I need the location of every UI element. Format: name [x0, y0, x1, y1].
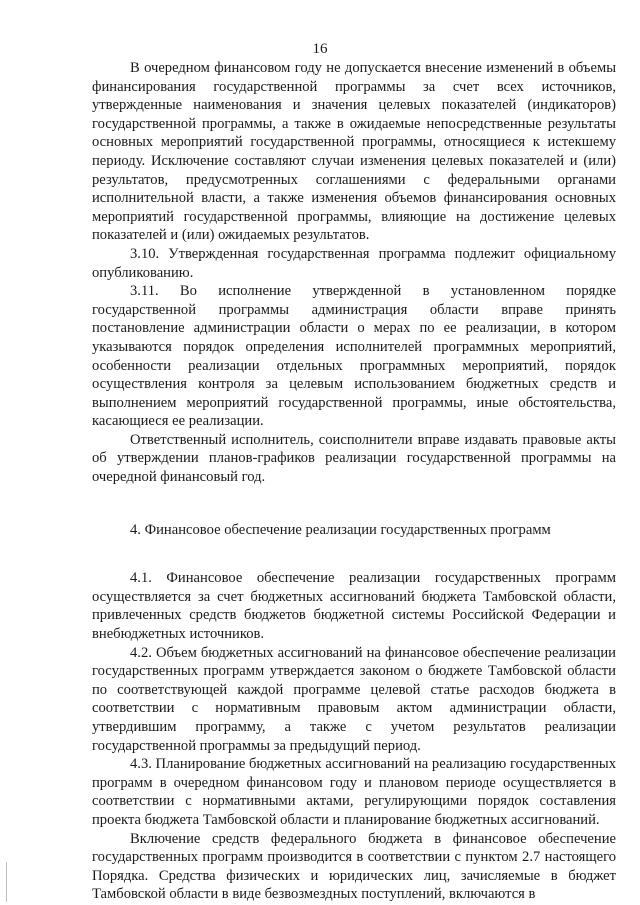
section-heading: 4. Финансовое обеспечение реализации государственных программ: [130, 521, 551, 538]
paragraph-3-10: 3.10. Утвержденная государственная программа подлежит официальному опубликованию.: [92, 245, 616, 281]
document-body: [92, 59, 616, 904]
paragraph-budget-changes: В очередном финансовом году не допускается внесение изменений в объемы финансирования государственной программы за счет всех источников, утвержденные наименования и значения целевых показателей (индикаторов) государственной программы, а также в ожидаемые непосредственные результаты основных мероприятий государственной программы, относящиеся к истекшему периоду. Исключение составляют случаи изменения целевых показателей и (или) результатов, предусмотренных соглашениями с федеральными органами исполнительной власти, а также изменения объемов финансирования основных мероприятий государственной программы, влияющие на достижение целевых показателей и (или) ожидаемых результатов.: [92, 60, 616, 244]
scan-margin-mark: [6, 862, 7, 902]
paragraph-4-1: 4.1. Финансовое обеспечение реализации государственных программ осуществляется за счет бюджетных ассигнований бюджета Тамбовской области, привлеченных средств бюджетов бюджетной системы Российской Федерации и внебюджетных источников.: [92, 570, 616, 643]
paragraph-3-11: 3.11. Во исполнение утвержденной в установленном порядке государственной программы администрация области вправе принять постановление администрации области о мерах по ее реализации, в котором указываются порядок определения исполнителей программных мероприятий, особенности реализации отдельных программных мероприятий, порядок осуществления контроля за целевым использованием бюджетных средств и выполнением мероприятий государственной программы, иные обстоятельства, касающиеся ее реализации.: [92, 283, 616, 430]
paragraph-responsible-executor: Ответственный исполнитель, соисполнители вправе издавать правовые акты об утверждении планов-графиков реализации государственной программы на очередной финансовый год.: [92, 431, 616, 486]
paragraph-4-2: 4.2. Объем бюджетных ассигнований на финансовое обеспечение реализации государственных программ утверждается законом о бюджете Тамбовской области по соответствующей каждой программе целевой статье расходов бюджета в соответствии с нормативным правовым актом администрации области, утвердившим программу, а также с учетом результатов реализации государственной программы за предыдущий период.: [92, 644, 616, 754]
page-number: 16: [312, 41, 328, 57]
paragraph-4-3: 4.3. Планирование бюджетных ассигнований на реализацию государственных программ в очередном финансовом году и плановом периоде осуществляется в соответствии с нормативными актами, регулирующими порядок составления проекта бюджета Тамбовской области и планирование бюджетных ассигнований.: [92, 756, 616, 828]
paragraph-federal-funds: Включение средств федерального бюджета в финансовое обеспечение государственных программ производится в соответствии с пунктом 2.7 настоящего Порядка. Средства физических и юридических лиц, зачисляемые в бюджет Тамбовской области в виде безвозмездных поступлений, включаются в: [92, 830, 616, 903]
